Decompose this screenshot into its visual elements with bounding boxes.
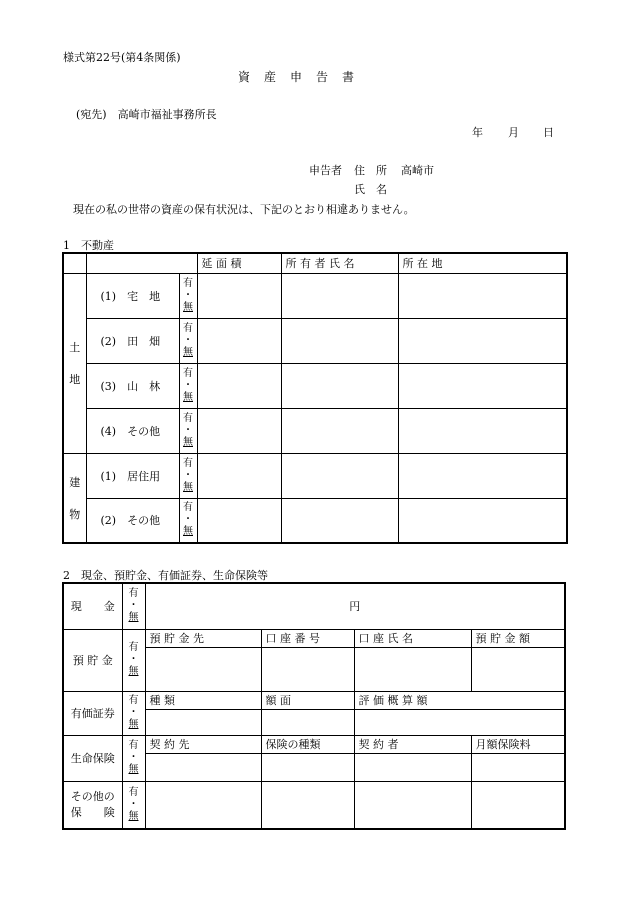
owner-header: 所 有 者 氏 名 — [281, 253, 398, 273]
land-row-3 — [63, 363, 567, 408]
building-group-label: 建 物 — [63, 453, 86, 543]
securities-header-row — [63, 691, 565, 709]
area-input[interactable] — [197, 318, 281, 363]
location-input[interactable] — [398, 363, 567, 408]
deposit-account-number-input[interactable] — [261, 647, 354, 691]
owner-input[interactable] — [281, 273, 398, 318]
other-insurer-input[interactable] — [145, 781, 261, 829]
land-type-label: (1) 宅 地 — [86, 273, 179, 318]
policyholder-input[interactable] — [354, 753, 471, 781]
addressee: (宛先) 高崎市福祉事務所長 — [76, 108, 217, 121]
land-row-1 — [63, 273, 567, 318]
life-insurance-label: 生命保険 — [63, 735, 122, 781]
has-toggle[interactable]: 有 ・ 無 — [179, 408, 197, 453]
section2-heading: 2 現金、預貯金、有価証券、生命保険等 — [63, 569, 268, 582]
securities-face-value-input[interactable] — [261, 709, 354, 735]
life-insurance-header-row — [63, 735, 565, 753]
monthly-premium-header: 月額保険料 — [471, 735, 565, 753]
building-type-label: (2) その他 — [86, 498, 179, 543]
other-insurance-row — [63, 781, 565, 829]
name-label: 氏 名 — [354, 183, 387, 196]
has-toggle[interactable]: 有 ・ 無 — [179, 453, 197, 498]
has-toggle[interactable]: 有 ・ 無 — [122, 735, 145, 781]
deposit-account-number-header: 口 座 番 号 — [261, 629, 354, 647]
building-row-2 — [63, 498, 567, 543]
other-policyholder-input[interactable] — [354, 781, 471, 829]
has-toggle[interactable]: 有 ・ 無 — [122, 781, 145, 829]
blank-header-cell — [86, 253, 197, 273]
area-input[interactable] — [197, 408, 281, 453]
securities-face-value-header: 額 面 — [261, 691, 354, 709]
date-month-label: 月 — [508, 126, 519, 139]
deposit-bank-input[interactable] — [145, 647, 261, 691]
policyholder-header: 契 約 者 — [354, 735, 471, 753]
deposit-header-row — [63, 629, 565, 647]
other-premium-input[interactable] — [471, 781, 565, 829]
deposit-label: 預 貯 金 — [63, 629, 122, 691]
location-input[interactable] — [398, 498, 567, 543]
insurer-header: 契 約 先 — [145, 735, 261, 753]
has-toggle[interactable]: 有 ・ 無 — [179, 498, 197, 543]
location-header: 所 在 地 — [398, 253, 567, 273]
owner-input[interactable] — [281, 453, 398, 498]
yen-unit: 円 — [349, 600, 361, 614]
section1-heading: 1 不動産 — [63, 239, 114, 252]
deposit-bank-header: 預 貯 金 先 — [145, 629, 261, 647]
has-toggle[interactable]: 有 ・ 無 — [179, 318, 197, 363]
owner-input[interactable] — [281, 498, 398, 543]
other-insurance-type-input[interactable] — [261, 781, 354, 829]
cash-row — [63, 583, 565, 629]
address-value: 高崎市 — [401, 164, 434, 177]
area-input[interactable] — [197, 498, 281, 543]
location-input[interactable] — [398, 453, 567, 498]
cash-label: 現 金 — [63, 583, 122, 629]
building-type-label: (1) 居住用 — [86, 453, 179, 498]
deposit-account-name-input[interactable] — [354, 647, 471, 691]
other-insurance-label: その他の 保 険 — [63, 781, 122, 829]
has-toggle[interactable]: 有 ・ 無 — [122, 691, 145, 735]
insurance-type-header: 保険の種類 — [261, 735, 354, 753]
land-type-label: (3) 山 林 — [86, 363, 179, 408]
owner-input[interactable] — [281, 318, 398, 363]
insurance-type-input[interactable] — [261, 753, 354, 781]
deposit-account-name-header: 口 座 氏 名 — [354, 629, 471, 647]
date-day-label: 日 — [543, 126, 554, 139]
building-row-1 — [63, 453, 567, 498]
securities-type-header: 種 類 — [145, 691, 261, 709]
land-type-label: (4) その他 — [86, 408, 179, 453]
land-row-4 — [63, 408, 567, 453]
area-input[interactable] — [197, 273, 281, 318]
date-year-label: 年 — [472, 126, 483, 139]
land-row-2 — [63, 318, 567, 363]
corner-cell — [63, 253, 86, 273]
securities-estimate-header: 評 価 概 算 額 — [354, 691, 565, 709]
monthly-premium-input[interactable] — [471, 753, 565, 781]
securities-label: 有価証券 — [63, 691, 122, 735]
page-title: 資 産 申 告 書 — [238, 70, 356, 84]
insurer-input[interactable] — [145, 753, 261, 781]
area-header: 延 面 積 — [197, 253, 281, 273]
real-estate-header-row — [63, 253, 567, 273]
has-toggle[interactable]: 有 ・ 無 — [122, 629, 145, 691]
financial-assets-table — [62, 582, 566, 830]
address-label: 住 所 — [354, 164, 387, 177]
area-input[interactable] — [197, 363, 281, 408]
land-type-label: (2) 田 畑 — [86, 318, 179, 363]
location-input[interactable] — [398, 318, 567, 363]
location-input[interactable] — [398, 408, 567, 453]
deposit-amount-header: 預 貯 金 額 — [471, 629, 565, 647]
owner-input[interactable] — [281, 408, 398, 453]
land-group-label: 土 地 — [63, 273, 86, 453]
securities-type-input[interactable] — [145, 709, 261, 735]
form-number: 様式第22号(第4条関係) — [63, 51, 181, 64]
real-estate-table — [62, 252, 568, 544]
securities-estimate-input[interactable] — [354, 709, 565, 735]
statement-text: 現在の私の世帯の資産の保有状況は、下記のとおり相違ありません。 — [73, 203, 415, 216]
area-input[interactable] — [197, 453, 281, 498]
location-input[interactable] — [398, 273, 567, 318]
deposit-amount-input[interactable] — [471, 647, 565, 691]
applicant-label: 申告者 — [309, 164, 342, 177]
has-toggle[interactable]: 有 ・ 無 — [179, 363, 197, 408]
has-toggle[interactable]: 有 ・ 無 — [122, 583, 145, 629]
has-toggle[interactable]: 有 ・ 無 — [179, 273, 197, 318]
cash-amount-input[interactable] — [145, 583, 565, 629]
owner-input[interactable] — [281, 363, 398, 408]
